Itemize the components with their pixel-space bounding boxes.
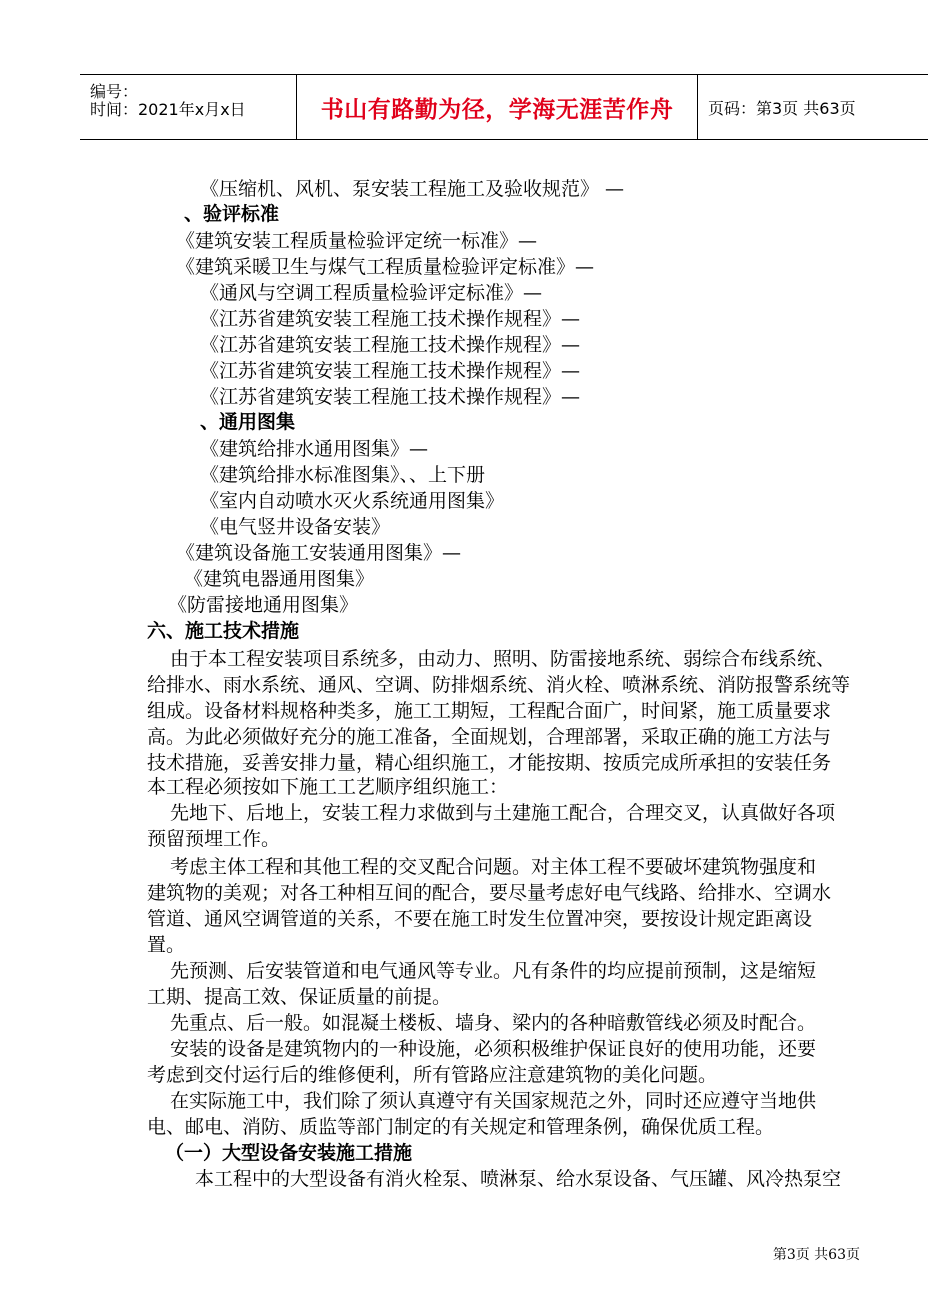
text-line: 《江苏省建筑安装工程施工技术操作规程》— [200,334,581,356]
text-line: 《建筑给排水标准图集》、、上下册 [200,464,486,486]
paragraph-line: 置。 [147,934,186,956]
text-line: 《建筑电器通用图集》 [184,568,375,590]
section-heading: 、通用图集 [200,411,296,433]
header-page-code: 页码：第3页 共63页 [708,98,856,118]
paragraph-line: 先重点、后一般。如混凝土楼板、墙身、梁内的各种暗敷管线必须及时配合。 [170,1012,817,1034]
text-line: 《电气竖井设备安装》 [200,516,391,538]
text-line: 《江苏省建筑安装工程施工技术操作规程》— [200,308,581,330]
paragraph-line: 本工程中的大型设备有消火栓泵、喷淋泵、给水泵设备、气压罐、风冷热泵空 [195,1168,842,1190]
header-motto-cell [297,75,698,139]
paragraph-line: 技术措施，妥善安排力量，精心组织施工，才能按期、按质完成所承担的安装任务 [147,752,832,774]
paragraph-line: 给排水、雨水系统、通风、空调、防排烟系统、消火栓、喷淋系统、消防报警系统等 [147,674,851,696]
paragraph-line: 安装的设备是建筑物内的一种设施，必须积极维护保证良好的使用功能，还要 [170,1038,817,1060]
text-line: 《江苏省建筑安装工程施工技术操作规程》— [200,360,581,382]
text-line: 《防雷接地通用图集》 [168,594,359,616]
text-line: 《建筑给排水通用图集》— [200,438,429,460]
subsection-heading: （一）大型设备安装施工措施 [165,1142,413,1164]
paragraph-line: 建筑物的美观；对各工种相互间的配合，要尽量考虑好电气线路、给排水、空调水 [147,882,832,904]
header-info-cell [80,75,297,139]
paragraph-line: 预留预埋工作。 [147,828,281,850]
chapter-heading: 六、施工技术措施 [147,620,300,642]
text-line: 《建筑设备施工安装通用图集》— [176,542,462,564]
paragraph-line: 考虑主体工程和其他工程的交叉配合问题。对主体工程不要破坏建筑物强度和 [170,856,817,878]
text-line: 《建筑安装工程质量检验评定统一标准》— [176,230,538,252]
document-time-label: 时间：2021年x月x日 [90,100,246,119]
text-line: 《建筑采暖卫生与煤气工程质量检验评定标准》— [176,256,595,278]
text-line: 《通风与空调工程质量检验评定标准》— [200,282,543,304]
text-line: 《室内自动喷水灭火系统通用图集》 [200,490,505,512]
paragraph-line: 管道、通风空调管道的关系，不要在施工时发生位置冲突，要按设计规定距离设 [147,908,813,930]
header-motto: 书山有路勤为径，学海无涯苦作舟 [320,95,674,123]
paragraph-line: 由于本工程安装项目系统多，由动力、照明、防雷接地系统、弱综合布线系统、 [170,648,836,670]
paragraph-line: 组成。设备材料规格种类多，施工工期短，工程配合面广，时间紧，施工质量要求 [147,700,832,722]
text-line: 《江苏省建筑安装工程施工技术操作规程》— [200,386,581,408]
header-page-cell [698,75,928,139]
paragraph-line: 电、邮电、消防、质监等部门制定的有关规定和管理条例，确保优质工程。 [147,1116,775,1138]
paragraph-line: 工期、提高工效、保证质量的前提。 [147,986,452,1008]
paragraph-line: 考虑到交付运行后的维修便利，所有管路应注意建筑物的美化问题。 [147,1064,718,1086]
page-header [80,74,928,140]
text-line: 《压缩机、风机、泵安装工程施工及验收规范》 — [200,178,625,200]
page-footer: 第3页 共63页 [772,1247,860,1263]
paragraph-line: 在实际施工中，我们除了须认真遵守有关国家规范之外，同时还应遵守当地供 [170,1090,817,1112]
paragraph-line: 先预测、后安装管道和电气通风等专业。凡有条件的均应提前预制，这是缩短 [170,960,817,982]
document-number-label: 编号： [90,82,139,101]
paragraph-line: 高。为此必须做好充分的施工准备，全面规划，合理部署，采取正确的施工方法与 [147,726,832,748]
paragraph-line: 本工程必须按如下施工工艺顺序组织施工： [147,776,509,798]
paragraph-line: 先地下、后地上，安装工程力求做到与土建施工配合，合理交叉，认真做好各项 [170,802,836,824]
section-heading: 、验评标准 [184,203,280,225]
